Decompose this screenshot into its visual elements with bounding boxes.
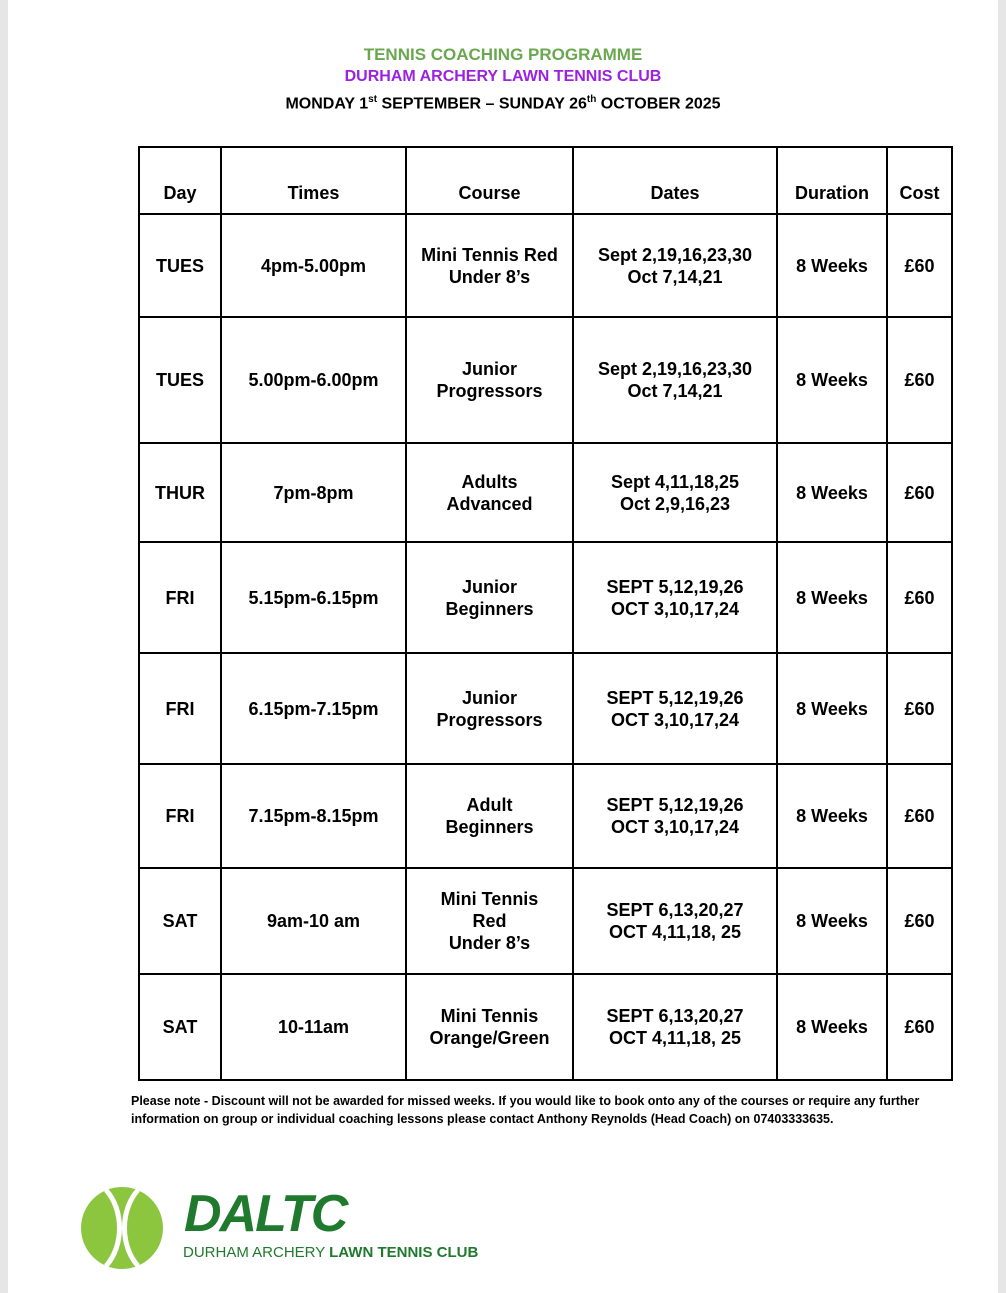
cell-cost: £60 [887,764,952,868]
table-row [139,443,952,542]
table-row [139,868,952,974]
cell-times: 9am-10 am [221,868,406,974]
column-header-course: Course [406,147,573,214]
cell-course: Junior Progressors [406,317,573,443]
programme-dates: MONDAY 1st SEPTEMBER – SUNDAY 26th OCTOBER 2025 [285,94,721,113]
column-header-day: Day [139,147,221,214]
cell-cost: £60 [887,317,952,443]
cell-duration: 8 Weeks [777,653,887,764]
table-row [139,317,952,443]
cell-day: FRI [139,764,221,868]
cell-cost: £60 [887,868,952,974]
booking-note: Please note - Discount will not be awarded for missed weeks. If you would like to book onto any of the courses or require any further information on group or individual coaching lessons please contact Anthony Reynolds (Head Coach) on 07403333635. [131,1094,920,1126]
table-row [139,974,952,1080]
cell-day: THUR [139,443,221,542]
cell-times: 6.15pm-7.15pm [221,653,406,764]
column-header-times: Times [221,147,406,214]
cell-day: TUES [139,214,221,317]
cell-dates: Sept 2,19,16,23,30 Oct 7,14,21 [573,317,777,443]
cell-times: 5.00pm-6.00pm [221,317,406,443]
logo-wordmark: DALTC [184,1185,347,1243]
cell-dates: SEPT 6,13,20,27 OCT 4,11,18, 25 [573,974,777,1080]
cell-day: SAT [139,974,221,1080]
cell-day: SAT [139,868,221,974]
cell-times: 10-11am [221,974,406,1080]
cell-times: 4pm-5.00pm [221,214,406,317]
cell-duration: 8 Weeks [777,974,887,1080]
table-row [139,764,952,868]
cell-day: TUES [139,317,221,443]
cell-course: Junior Beginners [406,542,573,653]
cell-dates: Sept 4,11,18,25 Oct 2,9,16,23 [573,443,777,542]
cell-course: Adult Beginners [406,764,573,868]
cell-duration: 8 Weeks [777,868,887,974]
daltc-logo [80,1186,500,1266]
cell-times: 7pm-8pm [221,443,406,542]
cell-course: Adults Advanced [406,443,573,542]
table-header-row [139,147,952,214]
table-row [139,214,952,317]
cell-duration: 8 Weeks [777,214,887,317]
programme-title: TENNIS COACHING PROGRAMME [363,45,643,64]
cell-times: 5.15pm-6.15pm [221,542,406,653]
cell-dates: SEPT 5,12,19,26 OCT 3,10,17,24 [573,542,777,653]
cell-duration: 8 Weeks [777,443,887,542]
cell-duration: 8 Weeks [777,764,887,868]
column-header-duration: Duration [777,147,887,214]
cell-course: Mini Tennis Red Under 8’s [406,868,573,974]
cell-cost: £60 [887,443,952,542]
cell-dates: SEPT 5,12,19,26 OCT 3,10,17,24 [573,764,777,868]
cell-duration: 8 Weeks [777,542,887,653]
schedule-table [138,146,953,1081]
header [0,44,1006,116]
cell-dates: Sept 2,19,16,23,30 Oct 7,14,21 [573,214,777,317]
cell-cost: £60 [887,542,952,653]
cell-cost: £60 [887,214,952,317]
cell-duration: 8 Weeks [777,317,887,443]
cell-day: FRI [139,542,221,653]
cell-course: Mini Tennis Orange/Green [406,974,573,1080]
tennis-ball-icon [80,1186,164,1270]
cell-dates: SEPT 5,12,19,26 OCT 3,10,17,24 [573,653,777,764]
column-header-cost: Cost [887,147,952,214]
table-row [139,542,952,653]
cell-cost: £60 [887,974,952,1080]
cell-course: Junior Progressors [406,653,573,764]
cell-day: FRI [139,653,221,764]
table-row [139,653,952,764]
club-name: DURHAM ARCHERY LAWN TENNIS CLUB [344,68,662,85]
cell-dates: SEPT 6,13,20,27 OCT 4,11,18, 25 [573,868,777,974]
cell-course: Mini Tennis Red Under 8’s [406,214,573,317]
cell-times: 7.15pm-8.15pm [221,764,406,868]
column-header-dates: Dates [573,147,777,214]
cell-cost: £60 [887,653,952,764]
logo-subtitle: DURHAM ARCHERY LAWN TENNIS CLUB [183,1244,479,1261]
